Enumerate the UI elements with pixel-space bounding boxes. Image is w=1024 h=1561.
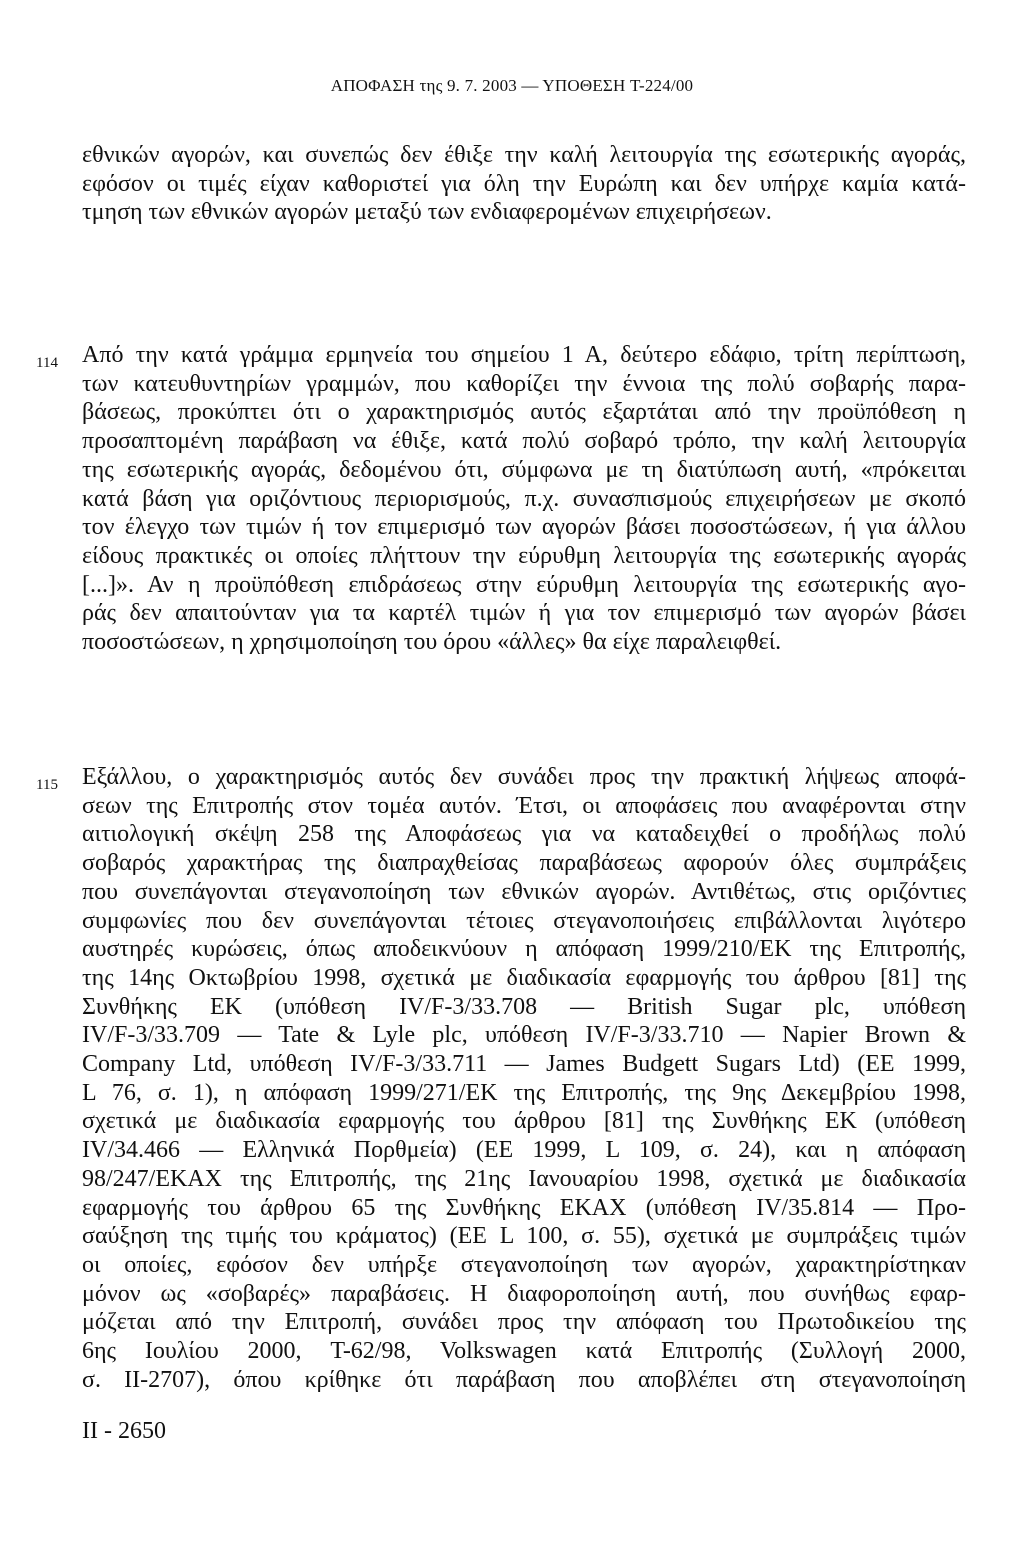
paragraph-line: IV/F-3/33.709 — Tate & Lyle plc, υπόθεση IV/F-3/33.710 — Napier Brown & — [82, 1022, 966, 1049]
paragraph-number: 114 — [36, 355, 58, 371]
paragraph-line: [...]». Αν η προϋπόθεση επιδράσεως στην εύρυθμη λειτουργία της εσωτερικής αγο- — [82, 571, 966, 598]
paragraph-line: σ. II-2707), όπου κρίθηκε ότι παράβαση που αποβλέπει στη στεγανοποίηση — [82, 1366, 966, 1393]
paragraph-line: σοβαρός χαρακτήρας της διαπραχθείσας παραβάσεως αφορούν όλες συμπράξεις — [82, 850, 966, 877]
paragraph-line: οι οποίες, εφόσον δεν υπήρξε στεγανοποίηση των αγορών, χαρακτηρίστηκαν — [82, 1251, 966, 1278]
paragraph-line: αυστηρές κυρώσεις, όπως αποδεικνύουν η απόφαση 1999/210/ΕΚ της Επιτροπής, — [82, 936, 966, 963]
paragraph-line: Company Ltd, υπόθεση IV/F-3/33.711 — James Budgett Sugars Ltd) (ΕΕ 1999, — [82, 1051, 966, 1078]
paragraph-line: Συνθήκης ΕΚ (υπόθεση IV/F-3/33.708 — British Sugar plc, υπόθεση — [82, 993, 966, 1020]
intro-paragraph — [82, 141, 966, 227]
paragraph-line: εθνικών αγορών, και συνεπώς δεν έθιξε την καλή λειτουργία της εσωτερικής αγοράς, — [82, 142, 966, 168]
paragraph-115 — [82, 763, 966, 1394]
paragraph-line: σχετικά με διαδικασία εφαρμογής του άρθρου [81] της Συνθήκης ΕΚ (υπόθεση — [82, 1108, 966, 1135]
paragraph-line: Εξάλλου, ο χαρακτηρισμός αυτός δεν συνάδει προς την πρακτική λήψεως αποφά- — [82, 764, 966, 790]
paragraph-line: IV/34.466 — Ελληνικά Πορθμεία) (ΕΕ 1999, L 109, σ. 24), και η απόφαση — [82, 1137, 966, 1164]
paragraph-line: εφόσον οι τιμές είχαν καθοριστεί για όλη την Ευρώπη και δεν υπήρχε καμία κατά- — [82, 170, 966, 197]
paragraph-line: σεων της Επιτροπής στον τομέα αυτόν. Έτσι, οι αποφάσεις που αναφέρονται στην — [82, 792, 966, 819]
paragraph-line: μόζεται από την Επιτροπή, συνάδει προς την απόφαση του Πρωτοδικείου της — [82, 1309, 966, 1336]
paragraph-line: σαύξηση της τιμής του κράματος) (ΕΕ L 100, σ. 55), σχετικά με συμπράξεις τιμών — [82, 1223, 966, 1250]
paragraph-line: ποσοστώσεων, η χρησιμοποίηση του όρου «άλλες» θα είχε παραλειφθεί. — [82, 629, 782, 656]
paragraph-line: L 76, σ. 1), η απόφαση 1999/271/ΕΚ της Επιτροπής, της 9ης Δεκεμβρίου 1998, — [82, 1079, 966, 1106]
paragraph-line: μόνον ως «σοβαρές» παραβάσεις. Η διαφοροποίηση αυτή, που συνήθως εφαρ- — [82, 1280, 966, 1307]
paragraph-line: της εσωτερικής αγοράς, δεδομένου ότι, σύμφωνα με τη διατύπωση αυτή, «πρόκειται — [82, 456, 966, 483]
paragraph-114 — [82, 341, 966, 657]
paragraph-number: 115 — [36, 777, 58, 793]
paragraph-line: είδους πρακτικές οι οποίες πλήττουν την εύρυθμη λειτουργία της εσωτερικής αγοράς — [82, 542, 966, 569]
paragraph-line: που συνεπάγονται στεγανοποίηση των εθνικών αγορών. Αντιθέτως, στις οριζόντιες — [82, 878, 966, 905]
paragraph-line: τον έλεγχο των τιμών ή τον επιμερισμό των αγορών βάσει ποσοστώσεων, ή για άλλου — [82, 514, 966, 541]
paragraph-line: αιτιολογική σκέψη 258 της Αποφάσεως για να καταδειχθεί ο προδήλως πολύ — [82, 821, 966, 848]
paragraph-line: τμηση των εθνικών αγορών μεταξύ των ενδιαφερομένων επιχειρήσεων. — [82, 199, 772, 226]
paragraph-line: βάσεως, προκύπτει ότι ο χαρακτηρισμός αυτός εξαρτάται από την προϋπόθεση η — [82, 399, 966, 426]
paragraph-line: κατά βάση για οριζόντιους περιορισμούς, π.χ. συνασπισμούς επιχειρήσεων με σκοπό — [82, 485, 966, 512]
paragraph-line: εφαρμογής του άρθρου 65 της Συνθήκης ΕΚΑΧ (υπόθεση IV/35.814 — Προ- — [82, 1194, 966, 1221]
paragraph-line: προσαπτομένη παράβαση να έθιξε, κατά πολύ σοβαρό τρόπο, την καλή λειτουργία — [82, 428, 966, 455]
paragraph-line: της 14ης Οκτωβρίου 1998, σχετικά με διαδικασία εφαρμογής του άρθρου [81] της — [82, 964, 966, 991]
page-number: II - 2650 — [82, 1418, 166, 1444]
paragraph-line: συμφωνίες που δεν συνεπάγονται τέτοιες στεγανοποιήσεις επιβάλλονται λιγότερο — [82, 907, 966, 934]
paragraph-line: ράς δεν απαιτούνταν για τα καρτέλ τιμών ή για τον επιμερισμό των αγορών βάσει — [82, 600, 966, 627]
running-header: ΑΠΟΦΑΣΗ της 9. 7. 2003 — ΥΠΟΘΕΣΗ T-224/00 — [330, 76, 694, 95]
paragraph-line: 98/247/ΕΚΑΧ της Επιτροπής, της 21ης Ιανουαρίου 1998, σχετικά με διαδικασία — [82, 1165, 966, 1192]
paragraph-line: Από την κατά γράμμα ερμηνεία του σημείου 1 Α, δεύτερο εδάφιο, τρίτη περίπτωση, — [82, 342, 966, 368]
paragraph-line: 6ης Ιουλίου 2000, T-62/98, Volkswagen κατά Επιτροπής (Συλλογή 2000, — [82, 1338, 966, 1365]
paragraph-line: των κατευθυντηρίων γραμμών, που καθορίζει την έννοια της πολύ σοβαρής παρα- — [82, 370, 966, 397]
